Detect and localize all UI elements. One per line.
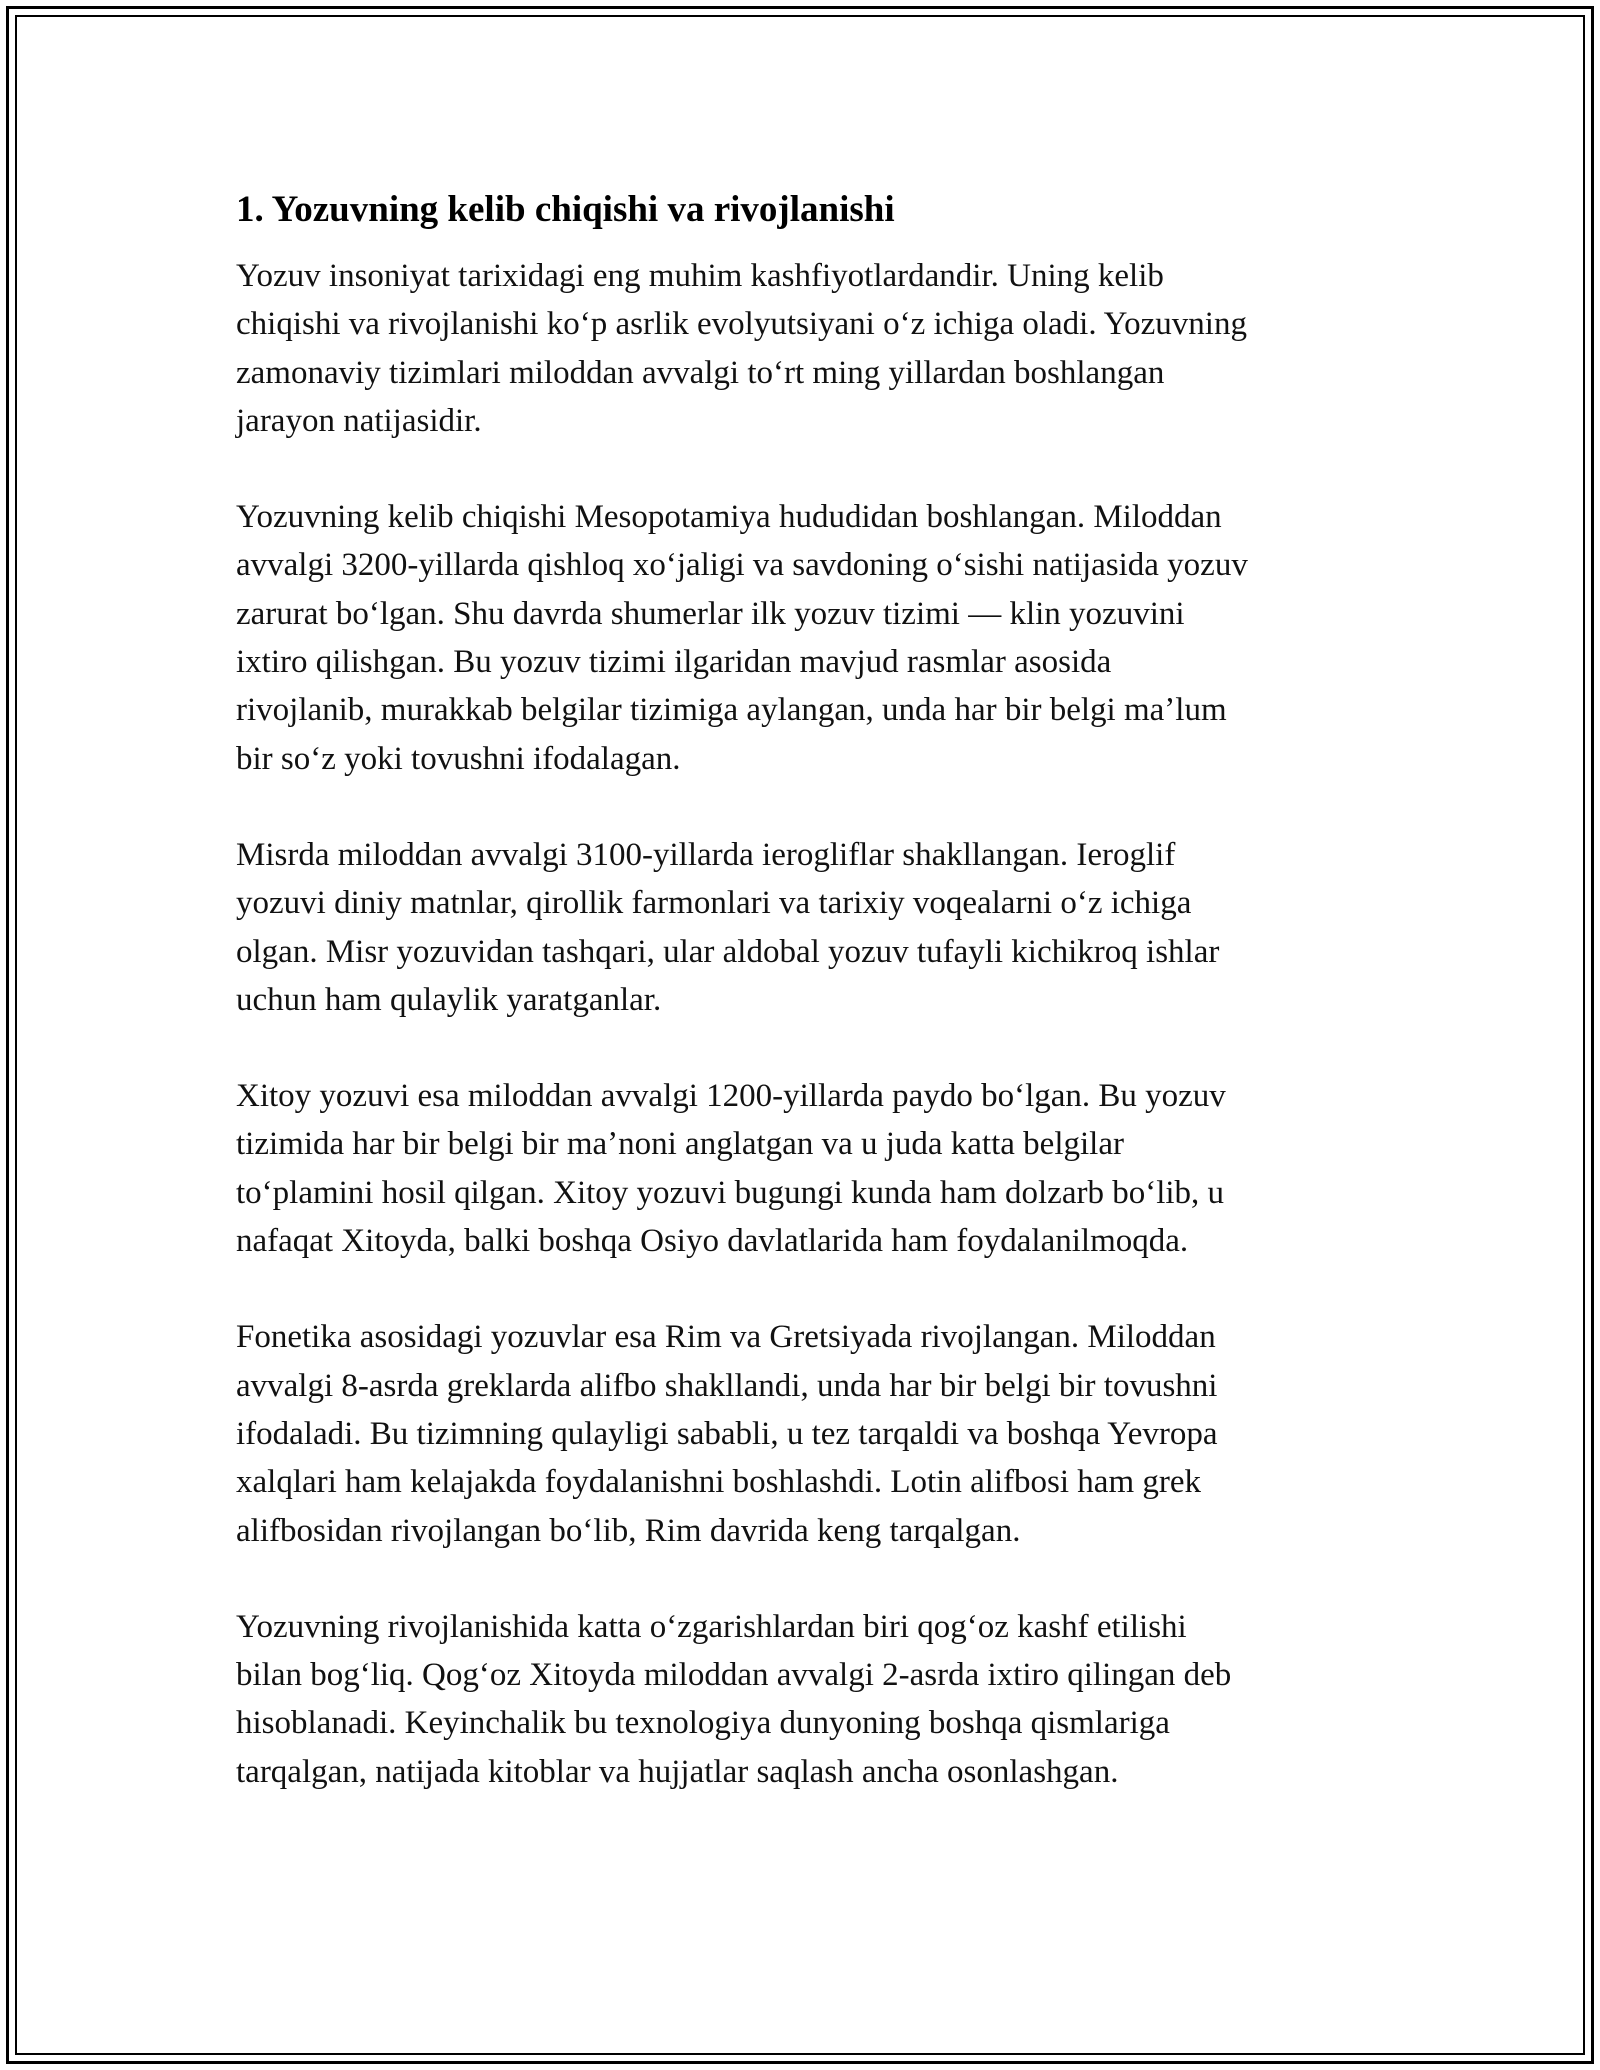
text-line: Misrda miloddan avvalgi 3100-yillarda ierogliflar shakllangan. Ieroglif <box>236 836 1176 873</box>
text-line: Yozuv insoniyat tarixidagi eng muhim kashfiyotlardandir. Uning kelib <box>236 258 1164 294</box>
paragraph-4 <box>236 1072 1376 1265</box>
text-line: tarqalgan, natijada kitoblar va hujjatlar saqlash ancha osonlashgan. <box>236 1753 1119 1790</box>
text-line: zamonaviy tizimlari miloddan avvalgi toʻrt ming yillardan boshlangan <box>236 354 1165 391</box>
text-line: rivojlanib, murakkab belgilar tizimiga aylangan, unda har bir belgi maʼlum <box>236 692 1227 729</box>
text-line: Yozuvning rivojlanishida katta oʻzgarishlardan biri qogʻoz kashf etilishi <box>236 1608 1187 1645</box>
text-line: nafaqat Xitoyda, balki boshqa Osiyo davlatlarida ham foydalanilmoqda. <box>236 1223 1189 1260</box>
paragraph-1 <box>236 252 1376 445</box>
text-line: ixtiro qilishgan. Bu yozuv tizimi ilgaridan mavjud rasmlar asosida <box>236 644 1112 681</box>
text-line: uchun ham qulaylik yaratganlar. <box>236 981 662 1018</box>
text-line: bilan bogʻliq. Qogʻoz Xitoyda miloddan avvalgi 2-asrda ixtiro qilingan deb <box>236 1657 1232 1694</box>
text-line: Xitoy yozuvi esa miloddan avvalgi 1200-yillarda paydo boʻlgan. Bu yozuv <box>236 1078 1226 1115</box>
text-line: Yozuvning kelib chiqishi Mesopotamiya hududidan boshlangan. Miloddan <box>236 499 1222 536</box>
text-line: avvalgi 8-asrda greklarda alifbo shakllandi, unda har bir belgi bir tovushni <box>236 1367 1218 1404</box>
text-line: xalqlari ham kelajakda foydalanishni boshlashdi. Lotin alifbosi ham grek <box>236 1464 1202 1501</box>
text-line: hisoblanadi. Keyinchalik bu texnologiya dunyoning boshqa qismlariga <box>236 1705 1170 1742</box>
text-line: alifbosidan rivojlangan boʻlib, Rim davrida keng tarqalgan. <box>236 1512 1021 1549</box>
text-line: zarurat boʻlgan. Shu davrda shumerlar ilk yozuv tizimi — klin yozuvini <box>236 595 1185 632</box>
text-line: jarayon natijasidir. <box>236 402 482 439</box>
paragraph-6 <box>236 1603 1376 1796</box>
text-line: Fonetika asosidagi yozuvlar esa Rim va Gretsiyada rivojlangan. Miloddan <box>236 1319 1216 1356</box>
text-line: bir soʻz yoki tovushni ifodalagan. <box>236 740 681 777</box>
text-line: olgan. Misr yozuvidan tashqari, ular aldobal yozuv tufayli kichikroq ishlar <box>236 933 1220 970</box>
paragraph-2 <box>236 493 1376 783</box>
text-line: toʻplamini hosil qilgan. Xitoy yozuvi bugungi kunda ham dolzarb boʻlib, u <box>236 1174 1225 1211</box>
paragraph-3 <box>236 831 1376 1024</box>
document-body <box>236 186 1376 1844</box>
text-line: avvalgi 3200-yillarda qishloq xoʻjaligi va savdoning oʻsishi natijasida yozuv <box>236 547 1248 584</box>
section-heading: 1. Yozuvning kelib chiqishi va rivojlanishi <box>236 189 895 230</box>
text-line: ifodaladi. Bu tizimning qulayligi sababli, u tez tarqaldi va boshqa Yevropa <box>236 1415 1218 1452</box>
paragraph-5 <box>236 1313 1376 1554</box>
text-line: chiqishi va rivojlanishi koʻp asrlik evolyutsiyani oʻz ichiga oladi. Yozuvning <box>236 306 1247 343</box>
text-line: yozuvi diniy matnlar, qirollik farmonlari va tarixiy voqealarni oʻz ichiga <box>236 885 1192 922</box>
text-line: tizimida har bir belgi bir maʼnoni anglatgan va u juda katta belgilar <box>236 1126 1124 1163</box>
